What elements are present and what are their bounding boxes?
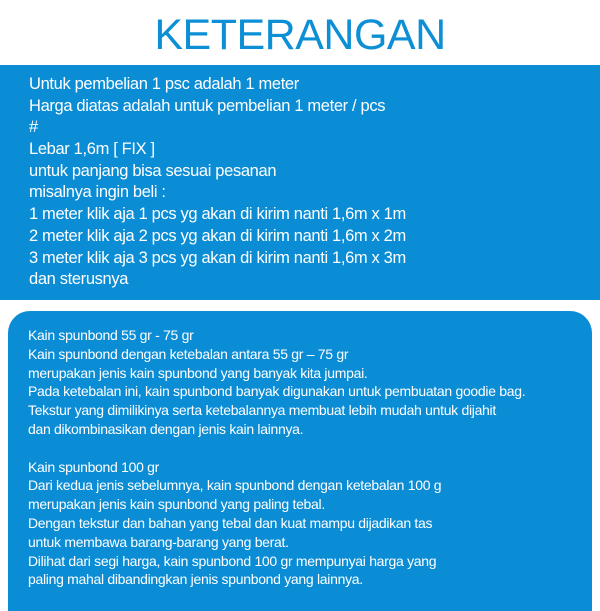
detail-line: merupakan jenis kain spunbond yang banyak kita jumpai. [28, 364, 368, 381]
info-line: 3 meter klik aja 3 pcs yg akan di kirim nanti 1,6m x 3m [29, 248, 406, 267]
info-line: 2 meter klik aja 2 pcs yg akan di kirim nanti 1,6m x 2m [29, 226, 406, 245]
detail-line: Dilihat dari segi harga, kain spunbond 100 gr mempunyai harga yang [28, 552, 437, 569]
detail-line: Kain spunbond 100 gr [28, 458, 159, 475]
detail-line: dan dikombinasikan dengan jenis kain lainnya. [28, 420, 304, 437]
info-line: Untuk pembelian 1 psc adalah 1 meter [29, 75, 299, 93]
info-line: 1 meter klik aja 1 pcs yg akan di kirim nanti 1,6m x 1m [29, 205, 406, 224]
detail-line: paling mahal dibandingkan jenis spunbond yang lainnya. [28, 571, 363, 588]
info-line: Lebar 1,6m [ FIX ] [29, 140, 155, 159]
details-text [28, 326, 525, 589]
info-line: untuk panjang bisa sesuai pesanan [29, 161, 277, 180]
info-line: # [29, 118, 38, 137]
info-line: misalnya ingin beli : [29, 183, 166, 202]
detail-line: Tekstur yang dimilikinya serta ketebalannya membuat lebih mudah untuk dijahit [28, 402, 496, 419]
info-band [0, 65, 600, 300]
info-line: dan sterusnya [29, 270, 129, 289]
info-text [29, 74, 406, 291]
detail-line: untuk membawa barang-barang yang berat. [28, 533, 289, 550]
detail-line: Dengan tekstur dan bahan yang tebal dan kuat mampu dijadikan tas [28, 514, 433, 531]
info-line: Harga diatas adalah untuk pembelian 1 meter / pcs [29, 96, 386, 115]
detail-line: Pada ketebalan ini, kain spunbond banyak digunakan untuk pembuatan goodie bag. [28, 383, 526, 400]
detail-line: Dari kedua jenis sebelumnya, kain spunbond dengan ketebalan 100 g [28, 477, 442, 494]
detail-line [28, 439, 525, 458]
detail-line: Kain spunbond dengan ketebalan antara 55 gr – 75 gr [28, 345, 349, 362]
detail-line: Kain spunbond 55 gr - 75 gr [28, 327, 194, 343]
detail-line: merupakan jenis kain spunbond yang paling tebal. [28, 496, 325, 513]
page-title: KETERANGAN [154, 11, 446, 59]
details-panel [8, 311, 592, 611]
